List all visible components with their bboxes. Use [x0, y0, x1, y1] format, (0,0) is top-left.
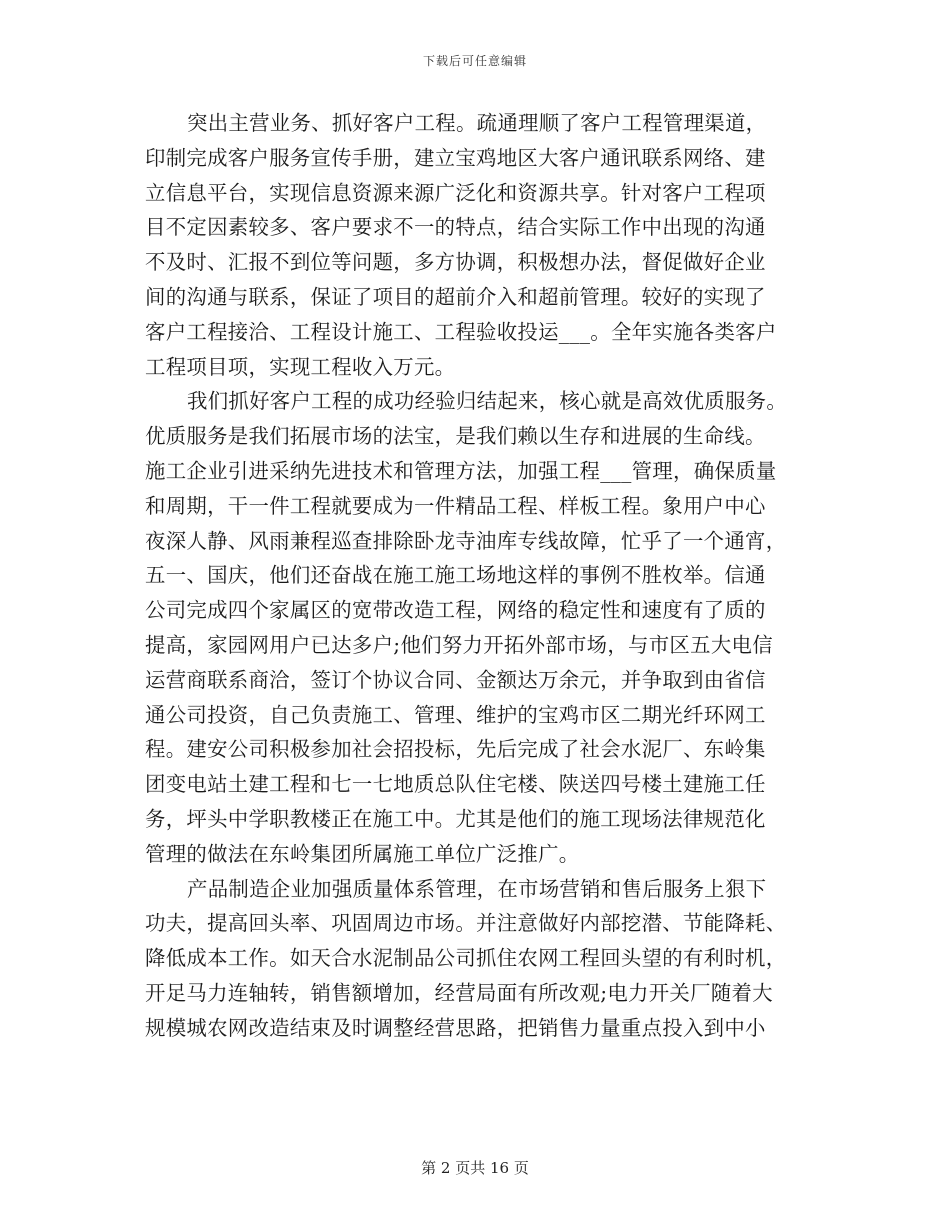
- text-line: 务，坪头中学职教楼正在施工中。尤其是他们的施工现场法律规范化: [145, 806, 766, 831]
- text-line: 施工企业引进采纳先进技术和管理方法，加强工程___管理，确保质量: [145, 458, 777, 483]
- text-line: 管理的做法在东岭集团所属施工单位广泛推广。: [145, 841, 580, 866]
- text-line: 规模城农网改造结束及时调整经营思路，把销售力量重点投入到中小: [145, 1015, 766, 1040]
- document-body: [145, 106, 810, 1046]
- text-line: 工程项目项，实现工程收入万元。: [145, 354, 456, 379]
- text-line: 提高，家园网用户已达多户;他们努力开拓外部市场，与市区五大电信: [145, 632, 773, 657]
- text-line: 立信息平台，实现信息资源来源广泛化和资源共享。针对客户工程项: [145, 180, 766, 205]
- text-line: 开足马力连轴转，销售额增加，经营局面有所改观;电力开关厂随着大: [145, 980, 773, 1005]
- text-line: 公司完成四个家属区的宽带改造工程，网络的稳定性和速度有了质的: [145, 598, 766, 623]
- paragraph-customer-engineering: [145, 106, 810, 384]
- text-line: 不及时、汇报不到位等问题，多方协调，积极想办法，督促做好企业: [145, 250, 766, 275]
- text-line: 客户工程接洽、工程设计施工、工程验收投运___。全年实施各类客户: [145, 319, 777, 344]
- paragraph-quality-service: [145, 384, 810, 871]
- text-line: 夜深人静、风雨兼程巡查排除卧龙寺油库专线故障，忙乎了一个通宵，: [145, 528, 787, 553]
- text-line: 间的沟通与联系，保证了项目的超前介入和超前管理。较好的实现了: [145, 284, 766, 309]
- text-line: 目不定因素较多、客户要求不一的特点，结合实际工作中出现的沟通: [145, 215, 766, 240]
- text-line: 降低成本工作。如天合水泥制品公司抓住农网工程回头望的有利时机，: [145, 946, 787, 971]
- text-line: 运营商联系商洽，签订个协议合同、金额达万余元，并争取到由省信: [145, 667, 766, 692]
- page-header: 下载后可任意编辑: [422, 54, 527, 68]
- text-line: 优质服务是我们拓展市场的法宝，是我们赖以生存和进展的生命线。: [145, 424, 766, 449]
- text-line: 通公司投资，自己负责施工、管理、维护的宝鸡市区二期光纤环网工: [145, 702, 766, 727]
- text-line: 印制完成客户服务宣传手册，建立宝鸡地区大客户通讯联系网络、建: [145, 145, 766, 170]
- text-line: 产品制造企业加强质量体系管理，在市场营销和售后服务上狠下: [187, 876, 767, 901]
- page-number-footer: 第 2 页共 16 页: [421, 1159, 529, 1177]
- text-line: 功夫，提高回头率、巩固周边市场。并注意做好内部挖潜、节能降耗、: [145, 911, 787, 936]
- paragraph-product-manufacturing: [145, 872, 810, 1046]
- text-line: 和周期，干一件工程就要成为一件精品工程、样板工程。象用户中心: [145, 493, 766, 518]
- text-line: 我们抓好客户工程的成功经验归结起来，核心就是高效优质服务。: [187, 389, 788, 414]
- text-line: 五一、国庆，他们还奋战在施工施工场地这样的事例不胜枚举。信通: [145, 563, 766, 588]
- text-line: 突出主营业务、抓好客户工程。疏通理顺了客户工程管理渠道，: [187, 111, 767, 135]
- text-line: 程。建安公司积极参加社会招投标，先后完成了社会水泥厂、东岭集: [145, 737, 766, 762]
- text-line: 团变电站土建工程和七一七地质总队住宅楼、陕送四号楼土建施工任: [145, 772, 766, 797]
